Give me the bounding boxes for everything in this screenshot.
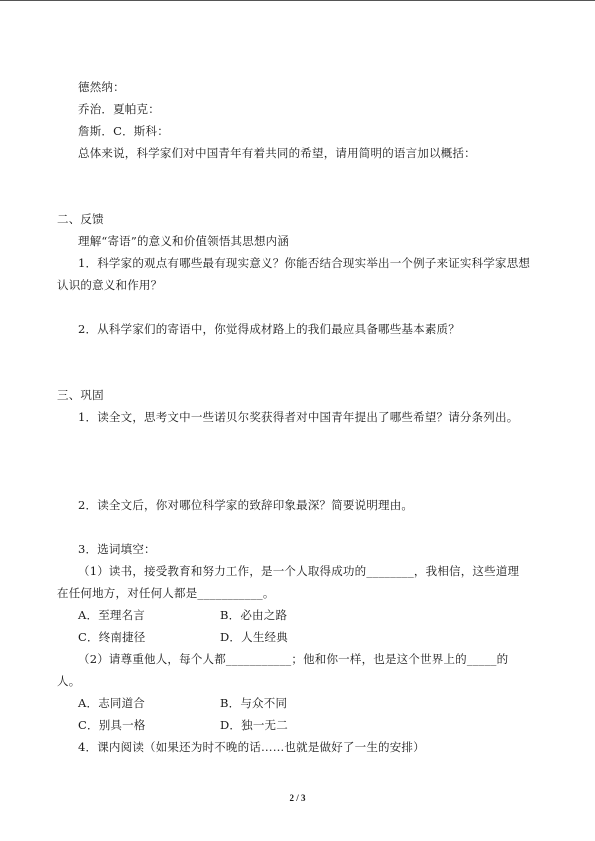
fill-blank-2-cont: 人。 [57,674,81,688]
scientist-line-dejanna: 德然纳： [78,80,125,94]
option-2-a: A．志同道合 [78,696,146,710]
option-2-b: B．与众不同 [220,696,288,710]
option-1-b: B．必由之路 [220,608,288,622]
fill-blank-1-cont: 在任何地方，对任何人都是___________。 [57,586,275,600]
consolidate-question-2: 2．读全文后，你对哪位科学家的致辞印象最深？简要说明理由。 [78,498,414,512]
option-1-c: C．终南捷径 [78,630,146,644]
fill-blank-2: （2）请尊重他人，每个人都___________；他和你一样，也是这个世界上的_____的 [78,652,509,666]
option-2-c: C．别具一格 [78,718,146,732]
section-heading-feedback: 二、反馈 [57,212,104,226]
option-1-a: A．至理名言 [78,608,146,622]
feedback-subtitle: 理解“寄语”的意义和价值领悟其思想内涵 [78,234,290,248]
page-number: 2 / 3 [289,793,306,803]
summary-question: 总体来说，科学家们对中国青年有着共同的希望，请用简明的语言加以概括： [78,146,476,160]
fill-blank-1: （1）读书，接受教育和努力工作，是一个人取得成功的________，我相信，这些道理 [78,564,520,578]
consolidate-question-3: 3．选词填空： [78,542,156,556]
scientist-line-skou: 詹斯．C．斯科： [78,124,169,138]
option-1-d: D．人生经典 [220,630,288,644]
consolidate-question-1: 1．读全文，思考文中一些诺贝尔奖获得者对中国青年提出了哪些希望？请分条列出。 [78,410,519,424]
feedback-question-2: 2．从科学家们的寄语中，你觉得成材路上的我们最应具备哪些基本素质？ [78,322,460,336]
option-2-d: D．独一无二 [220,718,288,732]
consolidate-question-4: 4．课内阅读（如果还为时不晚的话……也就是做好了一生的安排） [78,740,425,754]
scientist-line-charpak: 乔治．夏帕克： [78,102,160,116]
section-heading-consolidate: 三、巩固 [57,388,104,402]
header-rule [0,0,595,1]
feedback-question-1-cont: 认识的意义和作用？ [57,278,163,292]
feedback-question-1: 1．科学家的观点有哪些最有现实意义？你能否结合现实举出一个例子来证实科学家思想 [78,256,531,270]
